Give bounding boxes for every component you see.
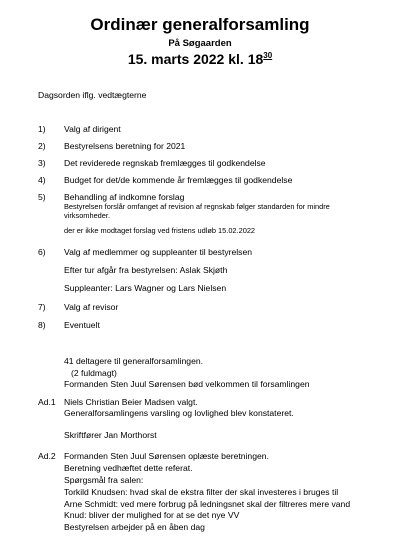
agenda-item-text: Eventuelt (64, 320, 100, 330)
section-label: Ad.1 (38, 397, 56, 407)
meeting-time-minutes: 30 (263, 51, 273, 60)
agenda-number: 6) (38, 247, 46, 257)
board-answer: Bestyrelsen arbejder på en åben dag (64, 522, 205, 532)
section-label: Ad.2 (38, 451, 56, 461)
agenda-item-text: Valg af medlemmer og suppleanter til bestyrelsen (64, 247, 253, 257)
agenda-item-text: Det reviderede regnskab fremlægges til godkendelse (64, 158, 266, 168)
proposal-note: Bestyrelsen forslår omfanget af revision af regnskab følger standarden for mindre (64, 202, 330, 211)
question-line: Arne Schmidt: ved mere forbrug på ledningsnet skal der filtreres mere vand (64, 499, 351, 509)
meeting-date (0, 51, 400, 67)
agenda-item-text: Valg af revisor (64, 302, 119, 312)
agenda-item-text: Valg af dirigent (64, 124, 121, 134)
agenda-number: 3) (38, 158, 46, 168)
report-attached: Beretning vedhæftet dette referat. (64, 463, 193, 473)
secretary-note: Skriftfører Jan Morthorst (64, 430, 157, 440)
meeting-location: På Søgaarden (168, 38, 232, 49)
agenda-number: 4) (38, 175, 46, 185)
proxy-count: (2 fuldmagt) (71, 368, 117, 378)
meeting-date-main: 15. marts 2022 kl. 18 (127, 51, 264, 67)
agenda-number: 5) (38, 192, 46, 202)
retiring-member: Efter tur afgår fra bestyrelsen: Aslak Skjøth (64, 265, 228, 275)
agenda-number: 1) (38, 124, 46, 134)
agenda-number: 7) (38, 302, 46, 312)
agenda-number: 8) (38, 320, 46, 330)
substitutes: Suppleanter: Lars Wagner og Lars Nielsen (64, 283, 227, 293)
chair-elected: Niels Christian Beier Madsen valgt. (64, 397, 198, 407)
legality-note: Generalforsamlingens varsling og lovlighed blev konstateret. (64, 408, 294, 418)
agenda-item-text: Bestyrelsens beretning for 2021 (64, 141, 186, 151)
agenda-number: 2) (38, 141, 46, 151)
agenda-item-text: Budget for det/de kommende år fremlægges til godkendelse (64, 175, 293, 185)
agenda-item-text: Behandling af indkomne forslag (64, 192, 185, 202)
agenda-intro: Dagsorden iflg. vedtægterne (38, 90, 147, 100)
question-line: Torkild Knudsen: hvad skal de ekstra filter der skal investeres i bruges til (64, 487, 339, 497)
proposal-note: virksomheder. (64, 211, 111, 220)
questions-heading: Spørgsmål fra salen: (64, 475, 144, 485)
question-line: Knud: bliver der mulighed for at se det nye VV (64, 510, 240, 520)
proposal-deadline-note: der er ikke modtaget forslag ved fristens udløb 15.02.2022 (64, 226, 256, 235)
welcome-note: Formanden Sten Juul Sørensen bød velkommen til forsamlingen (64, 379, 310, 389)
attendance-count: 41 deltagere til generalforsamlingen. (64, 356, 204, 366)
document-title: Ordinær generalforsamling (90, 15, 310, 34)
report-read: Formanden Sten Juul Sørensen oplæste beretningen. (64, 451, 269, 461)
